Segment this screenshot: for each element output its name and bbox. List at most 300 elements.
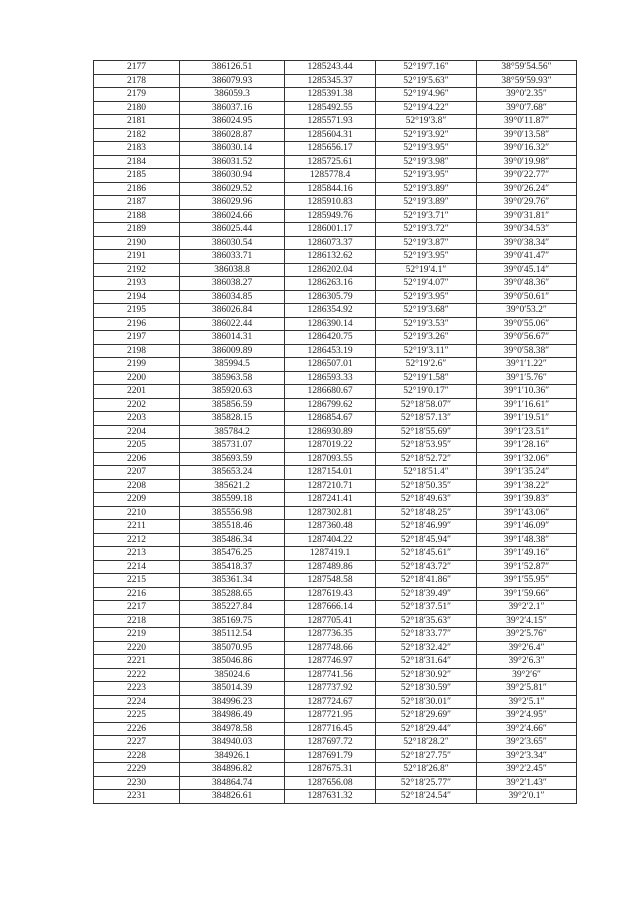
latitude-cell: 52°19′3.95″ — [376, 169, 477, 183]
x-coordinate-cell: 386031.52 — [180, 155, 285, 169]
latitude-cell: 52°18′58.07″ — [376, 398, 477, 412]
point-number-cell: 2224 — [94, 695, 180, 709]
y-coordinate-cell: 1286420.75 — [285, 331, 376, 345]
y-coordinate-cell: 1286593.33 — [285, 371, 376, 385]
x-coordinate-cell: 386037.16 — [180, 101, 285, 115]
y-coordinate-cell: 1287691.79 — [285, 749, 376, 763]
longitude-cell: 39°1′35.24″ — [477, 466, 577, 480]
longitude-cell: 39°0′48.36″ — [477, 277, 577, 291]
y-coordinate-cell: 1285725.61 — [285, 155, 376, 169]
table-row — [94, 263, 577, 277]
longitude-cell: 39°0′2.35″ — [477, 88, 577, 102]
latitude-cell: 52°18′45.94″ — [376, 533, 477, 547]
table-row — [94, 601, 577, 615]
latitude-cell: 52°19′3.72″ — [376, 223, 477, 237]
longitude-cell: 39°1′28.16″ — [477, 439, 577, 453]
latitude-cell: 52°19′3.68″ — [376, 304, 477, 318]
latitude-cell: 52°18′33.77″ — [376, 628, 477, 642]
x-coordinate-cell: 385784.2 — [180, 425, 285, 439]
y-coordinate-cell: 1286680.67 — [285, 385, 376, 399]
x-coordinate-cell: 385693.59 — [180, 452, 285, 466]
longitude-cell: 39°0′56.67″ — [477, 331, 577, 345]
longitude-cell: 39°2′6.3″ — [477, 655, 577, 669]
latitude-cell: 52°19′2.6″ — [376, 358, 477, 372]
table-row — [94, 668, 577, 682]
x-coordinate-cell: 385621.2 — [180, 479, 285, 493]
latitude-cell: 52°18′28.2″ — [376, 736, 477, 750]
y-coordinate-cell: 1287404.22 — [285, 533, 376, 547]
y-coordinate-cell: 1285391.38 — [285, 88, 376, 102]
x-coordinate-cell: 384826.61 — [180, 790, 285, 804]
point-number-cell: 2199 — [94, 358, 180, 372]
point-number-cell: 2230 — [94, 776, 180, 790]
point-number-cell: 2185 — [94, 169, 180, 183]
x-coordinate-cell: 384996.23 — [180, 695, 285, 709]
longitude-cell: 39°0′45.14″ — [477, 263, 577, 277]
table-row — [94, 614, 577, 628]
x-coordinate-cell: 386079.93 — [180, 74, 285, 88]
point-number-cell: 2184 — [94, 155, 180, 169]
table-row — [94, 344, 577, 358]
latitude-cell: 52°18′39.49″ — [376, 587, 477, 601]
y-coordinate-cell: 1285492.55 — [285, 101, 376, 115]
latitude-cell: 52°18′51.4″ — [376, 466, 477, 480]
table-row — [94, 236, 577, 250]
x-coordinate-cell: 385112.54 — [180, 628, 285, 642]
x-coordinate-cell: 386033.71 — [180, 250, 285, 264]
longitude-cell: 39°1′59.66″ — [477, 587, 577, 601]
longitude-cell: 39°2′3.34″ — [477, 749, 577, 763]
longitude-cell: 39°1′49.16″ — [477, 547, 577, 561]
longitude-cell: 39°0′11.87″ — [477, 115, 577, 129]
x-coordinate-cell: 385046.86 — [180, 655, 285, 669]
y-coordinate-cell: 1287631.32 — [285, 790, 376, 804]
longitude-cell: 39°0′34.53″ — [477, 223, 577, 237]
longitude-cell: 39°1′43.06″ — [477, 506, 577, 520]
latitude-cell: 52°19′1.58″ — [376, 371, 477, 385]
longitude-cell: 39°2′5.1″ — [477, 695, 577, 709]
latitude-cell: 52°19′3.87″ — [376, 236, 477, 250]
x-coordinate-cell: 386030.54 — [180, 236, 285, 250]
latitude-cell: 52°19′3.11″ — [376, 344, 477, 358]
longitude-cell: 38°59′54.56″ — [477, 61, 577, 75]
latitude-cell: 52°18′32.42″ — [376, 641, 477, 655]
table-row — [94, 655, 577, 669]
x-coordinate-cell: 386029.52 — [180, 182, 285, 196]
x-coordinate-cell: 384986.49 — [180, 709, 285, 723]
x-coordinate-cell: 385599.18 — [180, 493, 285, 507]
point-number-cell: 2179 — [94, 88, 180, 102]
x-coordinate-cell: 386038.8 — [180, 263, 285, 277]
point-number-cell: 2203 — [94, 412, 180, 426]
y-coordinate-cell: 1287746.97 — [285, 655, 376, 669]
y-coordinate-cell: 1287666.14 — [285, 601, 376, 615]
table-row — [94, 709, 577, 723]
y-coordinate-cell: 1286799.62 — [285, 398, 376, 412]
x-coordinate-cell: 385418.37 — [180, 560, 285, 574]
latitude-cell: 52°19′3.92″ — [376, 128, 477, 142]
latitude-cell: 52°18′31.64″ — [376, 655, 477, 669]
table-row — [94, 628, 577, 642]
latitude-cell: 52°18′26.8″ — [376, 763, 477, 777]
longitude-cell: 39°0′31.81″ — [477, 209, 577, 223]
longitude-cell: 39°2′5.76″ — [477, 628, 577, 642]
x-coordinate-cell: 385476.25 — [180, 547, 285, 561]
y-coordinate-cell: 1286854.67 — [285, 412, 376, 426]
point-number-cell: 2177 — [94, 61, 180, 75]
y-coordinate-cell: 1286263.16 — [285, 277, 376, 291]
latitude-cell: 52°18′50.35″ — [376, 479, 477, 493]
point-number-cell: 2219 — [94, 628, 180, 642]
longitude-cell: 39°2′2.45″ — [477, 763, 577, 777]
point-number-cell: 2189 — [94, 223, 180, 237]
table-row — [94, 196, 577, 210]
x-coordinate-cell: 385920.63 — [180, 385, 285, 399]
y-coordinate-cell: 1287716.45 — [285, 722, 376, 736]
point-number-cell: 2210 — [94, 506, 180, 520]
point-number-cell: 2208 — [94, 479, 180, 493]
latitude-cell: 52°18′55.69″ — [376, 425, 477, 439]
x-coordinate-cell: 386038.27 — [180, 277, 285, 291]
latitude-cell: 52°19′3.26″ — [376, 331, 477, 345]
x-coordinate-cell: 385653.24 — [180, 466, 285, 480]
latitude-cell: 52°18′45.61″ — [376, 547, 477, 561]
latitude-cell: 52°19′3.53″ — [376, 317, 477, 331]
table-row — [94, 493, 577, 507]
x-coordinate-cell: 385856.59 — [180, 398, 285, 412]
point-number-cell: 2201 — [94, 385, 180, 399]
y-coordinate-cell: 1287154.01 — [285, 466, 376, 480]
y-coordinate-cell: 1287302.81 — [285, 506, 376, 520]
x-coordinate-cell: 385994.5 — [180, 358, 285, 372]
y-coordinate-cell: 1286354.92 — [285, 304, 376, 318]
y-coordinate-cell: 1285656.17 — [285, 142, 376, 156]
y-coordinate-cell: 1286202.04 — [285, 263, 376, 277]
point-number-cell: 2211 — [94, 520, 180, 534]
table-row — [94, 74, 577, 88]
y-coordinate-cell: 1285604.31 — [285, 128, 376, 142]
longitude-cell: 39°0′22.77″ — [477, 169, 577, 183]
table-row — [94, 169, 577, 183]
table-row — [94, 61, 577, 75]
y-coordinate-cell: 1287019.22 — [285, 439, 376, 453]
x-coordinate-cell: 385014.39 — [180, 682, 285, 696]
x-coordinate-cell: 386026.84 — [180, 304, 285, 318]
latitude-cell: 52°18′35.63″ — [376, 614, 477, 628]
y-coordinate-cell: 1286453.19 — [285, 344, 376, 358]
point-number-cell: 2187 — [94, 196, 180, 210]
table-row — [94, 304, 577, 318]
latitude-cell: 52°18′24.54″ — [376, 790, 477, 804]
latitude-cell: 52°18′29.69″ — [376, 709, 477, 723]
y-coordinate-cell: 1286930.89 — [285, 425, 376, 439]
latitude-cell: 52°19′0.17″ — [376, 385, 477, 399]
latitude-cell: 52°18′27.75″ — [376, 749, 477, 763]
latitude-cell: 52°19′3.89″ — [376, 196, 477, 210]
longitude-cell: 39°0′55.06″ — [477, 317, 577, 331]
point-number-cell: 2222 — [94, 668, 180, 682]
point-number-cell: 2196 — [94, 317, 180, 331]
y-coordinate-cell: 1285571.93 — [285, 115, 376, 129]
table-row — [94, 466, 577, 480]
point-number-cell: 2226 — [94, 722, 180, 736]
y-coordinate-cell: 1286390.14 — [285, 317, 376, 331]
point-number-cell: 2215 — [94, 574, 180, 588]
x-coordinate-cell: 386024.95 — [180, 115, 285, 129]
point-number-cell: 2225 — [94, 709, 180, 723]
longitude-cell: 39°1′48.38″ — [477, 533, 577, 547]
point-number-cell: 2182 — [94, 128, 180, 142]
x-coordinate-cell: 384896.82 — [180, 763, 285, 777]
table-row — [94, 412, 577, 426]
table-row — [94, 115, 577, 129]
x-coordinate-cell: 384940.03 — [180, 736, 285, 750]
point-number-cell: 2204 — [94, 425, 180, 439]
point-number-cell: 2192 — [94, 263, 180, 277]
point-number-cell: 2217 — [94, 601, 180, 615]
point-number-cell: 2178 — [94, 74, 180, 88]
latitude-cell: 52°18′29.44″ — [376, 722, 477, 736]
x-coordinate-cell: 385227.84 — [180, 601, 285, 615]
table-row — [94, 641, 577, 655]
table-row — [94, 385, 577, 399]
latitude-cell: 52°18′49.63″ — [376, 493, 477, 507]
y-coordinate-cell: 1285844.16 — [285, 182, 376, 196]
coordinates-table-body — [94, 61, 577, 804]
latitude-cell: 52°19′4.96″ — [376, 88, 477, 102]
y-coordinate-cell: 1287548.58 — [285, 574, 376, 588]
y-coordinate-cell: 1286132.62 — [285, 250, 376, 264]
y-coordinate-cell: 1287093.55 — [285, 452, 376, 466]
table-row — [94, 547, 577, 561]
latitude-cell: 52°19′3.8″ — [376, 115, 477, 129]
point-number-cell: 2190 — [94, 236, 180, 250]
x-coordinate-cell: 386009.89 — [180, 344, 285, 358]
latitude-cell: 52°19′5.63″ — [376, 74, 477, 88]
x-coordinate-cell: 386028.87 — [180, 128, 285, 142]
y-coordinate-cell: 1287489.86 — [285, 560, 376, 574]
table-row — [94, 574, 577, 588]
longitude-cell: 39°0′13.58″ — [477, 128, 577, 142]
x-coordinate-cell: 386022.44 — [180, 317, 285, 331]
point-number-cell: 2220 — [94, 641, 180, 655]
latitude-cell: 52°18′43.72″ — [376, 560, 477, 574]
table-row — [94, 587, 577, 601]
point-number-cell: 2223 — [94, 682, 180, 696]
latitude-cell: 52°18′57.13″ — [376, 412, 477, 426]
table-row — [94, 398, 577, 412]
y-coordinate-cell: 1287619.43 — [285, 587, 376, 601]
longitude-cell: 39°2′4.95″ — [477, 709, 577, 723]
table-row — [94, 209, 577, 223]
y-coordinate-cell: 1286507.01 — [285, 358, 376, 372]
table-row — [94, 749, 577, 763]
longitude-cell: 39°1′55.95″ — [477, 574, 577, 588]
table-row — [94, 479, 577, 493]
longitude-cell: 39°1′5.76″ — [477, 371, 577, 385]
latitude-cell: 52°18′30.59″ — [376, 682, 477, 696]
longitude-cell: 39°2′1.43″ — [477, 776, 577, 790]
x-coordinate-cell: 385731.07 — [180, 439, 285, 453]
y-coordinate-cell: 1287705.41 — [285, 614, 376, 628]
x-coordinate-cell: 386030.94 — [180, 169, 285, 183]
point-number-cell: 2194 — [94, 290, 180, 304]
point-number-cell: 2218 — [94, 614, 180, 628]
point-number-cell: 2186 — [94, 182, 180, 196]
longitude-cell: 39°2′0.1″ — [477, 790, 577, 804]
longitude-cell: 39°2′4.15″ — [477, 614, 577, 628]
y-coordinate-cell: 1287736.35 — [285, 628, 376, 642]
table-row — [94, 682, 577, 696]
y-coordinate-cell: 1286305.79 — [285, 290, 376, 304]
x-coordinate-cell: 385024.6 — [180, 668, 285, 682]
y-coordinate-cell: 1286073.37 — [285, 236, 376, 250]
y-coordinate-cell: 1287656.08 — [285, 776, 376, 790]
longitude-cell: 39°1′10.36″ — [477, 385, 577, 399]
point-number-cell: 2214 — [94, 560, 180, 574]
point-number-cell: 2212 — [94, 533, 180, 547]
longitude-cell: 38°59′59.93″ — [477, 74, 577, 88]
table-row — [94, 142, 577, 156]
latitude-cell: 52°19′3.95″ — [376, 250, 477, 264]
point-number-cell: 2216 — [94, 587, 180, 601]
longitude-cell: 39°1′32.06″ — [477, 452, 577, 466]
point-number-cell: 2228 — [94, 749, 180, 763]
point-number-cell: 2197 — [94, 331, 180, 345]
longitude-cell: 39°0′26.24″ — [477, 182, 577, 196]
coordinates-table — [93, 60, 577, 804]
table-row — [94, 560, 577, 574]
longitude-cell: 39°0′16.32″ — [477, 142, 577, 156]
longitude-cell: 39°0′53.2″ — [477, 304, 577, 318]
x-coordinate-cell: 386029.96 — [180, 196, 285, 210]
y-coordinate-cell: 1285949.76 — [285, 209, 376, 223]
x-coordinate-cell: 385518.46 — [180, 520, 285, 534]
point-number-cell: 2206 — [94, 452, 180, 466]
y-coordinate-cell: 1285910.83 — [285, 196, 376, 210]
table-row — [94, 722, 577, 736]
y-coordinate-cell: 1287697.72 — [285, 736, 376, 750]
y-coordinate-cell: 1287721.95 — [285, 709, 376, 723]
x-coordinate-cell: 386025.44 — [180, 223, 285, 237]
x-coordinate-cell: 386059.3 — [180, 88, 285, 102]
latitude-cell: 52°19′3.95″ — [376, 142, 477, 156]
point-number-cell: 2213 — [94, 547, 180, 561]
table-row — [94, 452, 577, 466]
point-number-cell: 2209 — [94, 493, 180, 507]
y-coordinate-cell: 1286001.17 — [285, 223, 376, 237]
y-coordinate-cell: 1285778.4 — [285, 169, 376, 183]
latitude-cell: 52°19′3.98″ — [376, 155, 477, 169]
latitude-cell: 52°18′46.99″ — [376, 520, 477, 534]
table-row — [94, 250, 577, 264]
y-coordinate-cell: 1287419.1 — [285, 547, 376, 561]
table-row — [94, 425, 577, 439]
point-number-cell: 2188 — [94, 209, 180, 223]
table-row — [94, 439, 577, 453]
table-row — [94, 790, 577, 804]
x-coordinate-cell: 386024.66 — [180, 209, 285, 223]
table-row — [94, 128, 577, 142]
y-coordinate-cell: 1287741.56 — [285, 668, 376, 682]
point-number-cell: 2180 — [94, 101, 180, 115]
longitude-cell: 39°0′29.76″ — [477, 196, 577, 210]
y-coordinate-cell: 1287675.31 — [285, 763, 376, 777]
y-coordinate-cell: 1287210.71 — [285, 479, 376, 493]
longitude-cell: 39°2′4.66″ — [477, 722, 577, 736]
y-coordinate-cell: 1287360.48 — [285, 520, 376, 534]
point-number-cell: 2181 — [94, 115, 180, 129]
table-row — [94, 358, 577, 372]
y-coordinate-cell: 1287748.66 — [285, 641, 376, 655]
x-coordinate-cell: 386014.31 — [180, 331, 285, 345]
latitude-cell: 52°18′41.86″ — [376, 574, 477, 588]
longitude-cell: 39°0′50.61″ — [477, 290, 577, 304]
longitude-cell: 39°1′19.51″ — [477, 412, 577, 426]
longitude-cell: 39°1′23.51″ — [477, 425, 577, 439]
x-coordinate-cell: 385169.75 — [180, 614, 285, 628]
table-row — [94, 223, 577, 237]
x-coordinate-cell: 385556.98 — [180, 506, 285, 520]
point-number-cell: 2227 — [94, 736, 180, 750]
latitude-cell: 52°18′25.77″ — [376, 776, 477, 790]
longitude-cell: 39°2′6″ — [477, 668, 577, 682]
longitude-cell: 39°1′38.22″ — [477, 479, 577, 493]
latitude-cell: 52°19′4.22″ — [376, 101, 477, 115]
longitude-cell: 39°1′39.83″ — [477, 493, 577, 507]
table-row — [94, 277, 577, 291]
longitude-cell: 39°0′7.68″ — [477, 101, 577, 115]
latitude-cell: 52°18′37.51″ — [376, 601, 477, 615]
longitude-cell: 39°0′41.47″ — [477, 250, 577, 264]
point-number-cell: 2207 — [94, 466, 180, 480]
latitude-cell: 52°18′48.25″ — [376, 506, 477, 520]
latitude-cell: 52°18′52.72″ — [376, 452, 477, 466]
x-coordinate-cell: 386126.51 — [180, 61, 285, 75]
latitude-cell: 52°19′3.89″ — [376, 182, 477, 196]
x-coordinate-cell: 384864.74 — [180, 776, 285, 790]
latitude-cell: 52°18′30.01″ — [376, 695, 477, 709]
table-row — [94, 520, 577, 534]
table-row — [94, 182, 577, 196]
table-row — [94, 776, 577, 790]
y-coordinate-cell: 1285243.44 — [285, 61, 376, 75]
latitude-cell: 52°19′4.07″ — [376, 277, 477, 291]
latitude-cell: 52°19′4.1″ — [376, 263, 477, 277]
point-number-cell: 2229 — [94, 763, 180, 777]
latitude-cell: 52°18′30.92″ — [376, 668, 477, 682]
latitude-cell: 52°18′53.95″ — [376, 439, 477, 453]
table-row — [94, 155, 577, 169]
table-row — [94, 101, 577, 115]
longitude-cell: 39°0′58.38″ — [477, 344, 577, 358]
table-row — [94, 695, 577, 709]
point-number-cell: 2193 — [94, 277, 180, 291]
point-number-cell: 2231 — [94, 790, 180, 804]
table-row — [94, 88, 577, 102]
longitude-cell: 39°1′1.22″ — [477, 358, 577, 372]
x-coordinate-cell: 384926.1 — [180, 749, 285, 763]
longitude-cell: 39°2′6.4″ — [477, 641, 577, 655]
table-row — [94, 763, 577, 777]
point-number-cell: 2221 — [94, 655, 180, 669]
latitude-cell: 52°19′3.95″ — [376, 290, 477, 304]
longitude-cell: 39°2′2.1″ — [477, 601, 577, 615]
y-coordinate-cell: 1287241.41 — [285, 493, 376, 507]
table-row — [94, 533, 577, 547]
point-number-cell: 2205 — [94, 439, 180, 453]
x-coordinate-cell: 386030.14 — [180, 142, 285, 156]
